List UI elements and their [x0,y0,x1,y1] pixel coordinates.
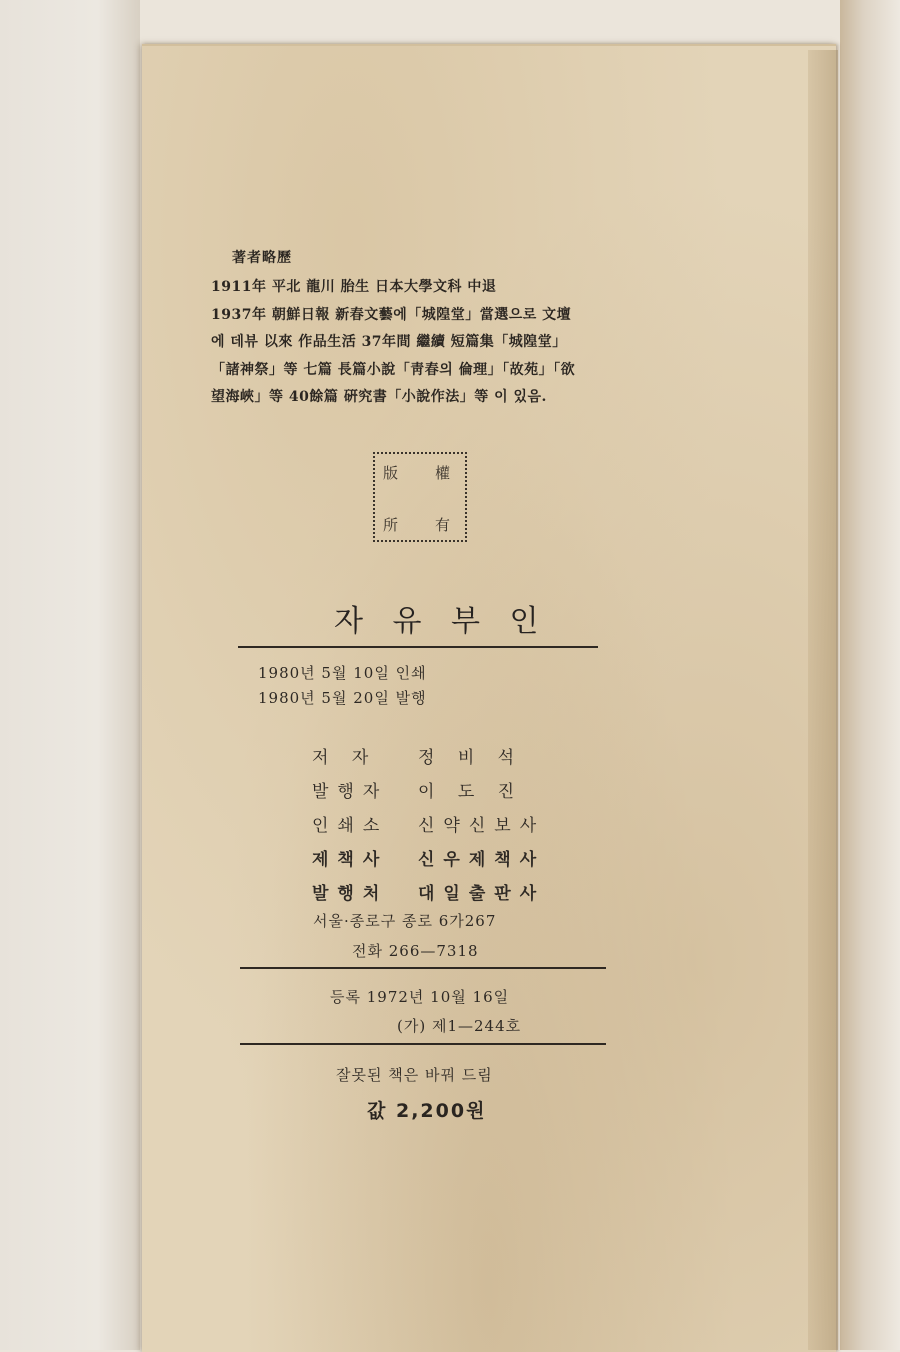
registration-number: (가) 제1—244호 [397,1017,522,1035]
credit-name: 신약신보사 [418,816,546,836]
credit-name: 이 도 진 [418,782,524,802]
author-bio-line: 望海峽」等 40餘篇 硏究書「小說作法」等 이 있음. [211,389,547,405]
publisher-address: 서울·종로구 종로 6가267 [313,912,497,930]
registration-date: 등록 1972년 10월 16일 [330,988,510,1006]
background-right [840,0,900,1350]
publisher-phone: 전화 266—7318 [352,942,479,960]
divider-line [240,1043,606,1045]
seal-char: 所 [383,516,399,534]
author-bio-line: 1937年 朝鮮日報 新春文藝에「城隍堂」當選으로 文壇 [211,307,572,323]
seal-char: 權 [435,464,451,482]
seal-char: 版 [383,464,399,482]
page-edge-shadow [808,50,838,1350]
seal-char: 有 [435,516,451,534]
author-bio-line: 「諸神祭」等 七篇 長篇小說「靑春의 倫理」「故苑」「欲 [211,362,576,378]
book-title: 자 유 부 인 [334,604,549,639]
author-bio-line: 에 데뷰 以來 作品生活 37年間 繼續 短篇集「城隍堂」 [211,334,567,350]
publish-date: 1980년 5월 20일 발행 [258,689,427,707]
credit-role: 저 자 [312,748,378,768]
exchange-notice: 잘못된 책은 바꿔 드림 [336,1066,493,1084]
credit-role: 제책사 [312,850,389,870]
credit-role: 발행자 [312,782,389,802]
credit-name: 정 비 석 [418,748,524,768]
copyright-seal [373,452,467,542]
credit-role: 인쇄소 [312,816,389,836]
author-bio-line: 1911年 平北 龍川 胎生 日本大學文科 中退 [211,279,497,295]
book-page [142,44,836,1352]
credit-name: 대일출판사 [418,884,546,904]
print-date: 1980년 5월 10일 인쇄 [258,664,427,682]
background-left [0,0,140,1350]
author-bio-title: 著者略歷 [232,250,292,266]
book-price: 값 2,200원 [367,1100,487,1122]
divider-line [238,646,598,648]
credit-role: 발행처 [312,884,389,904]
credit-name: 신우제책사 [418,850,546,870]
divider-line [240,967,606,969]
